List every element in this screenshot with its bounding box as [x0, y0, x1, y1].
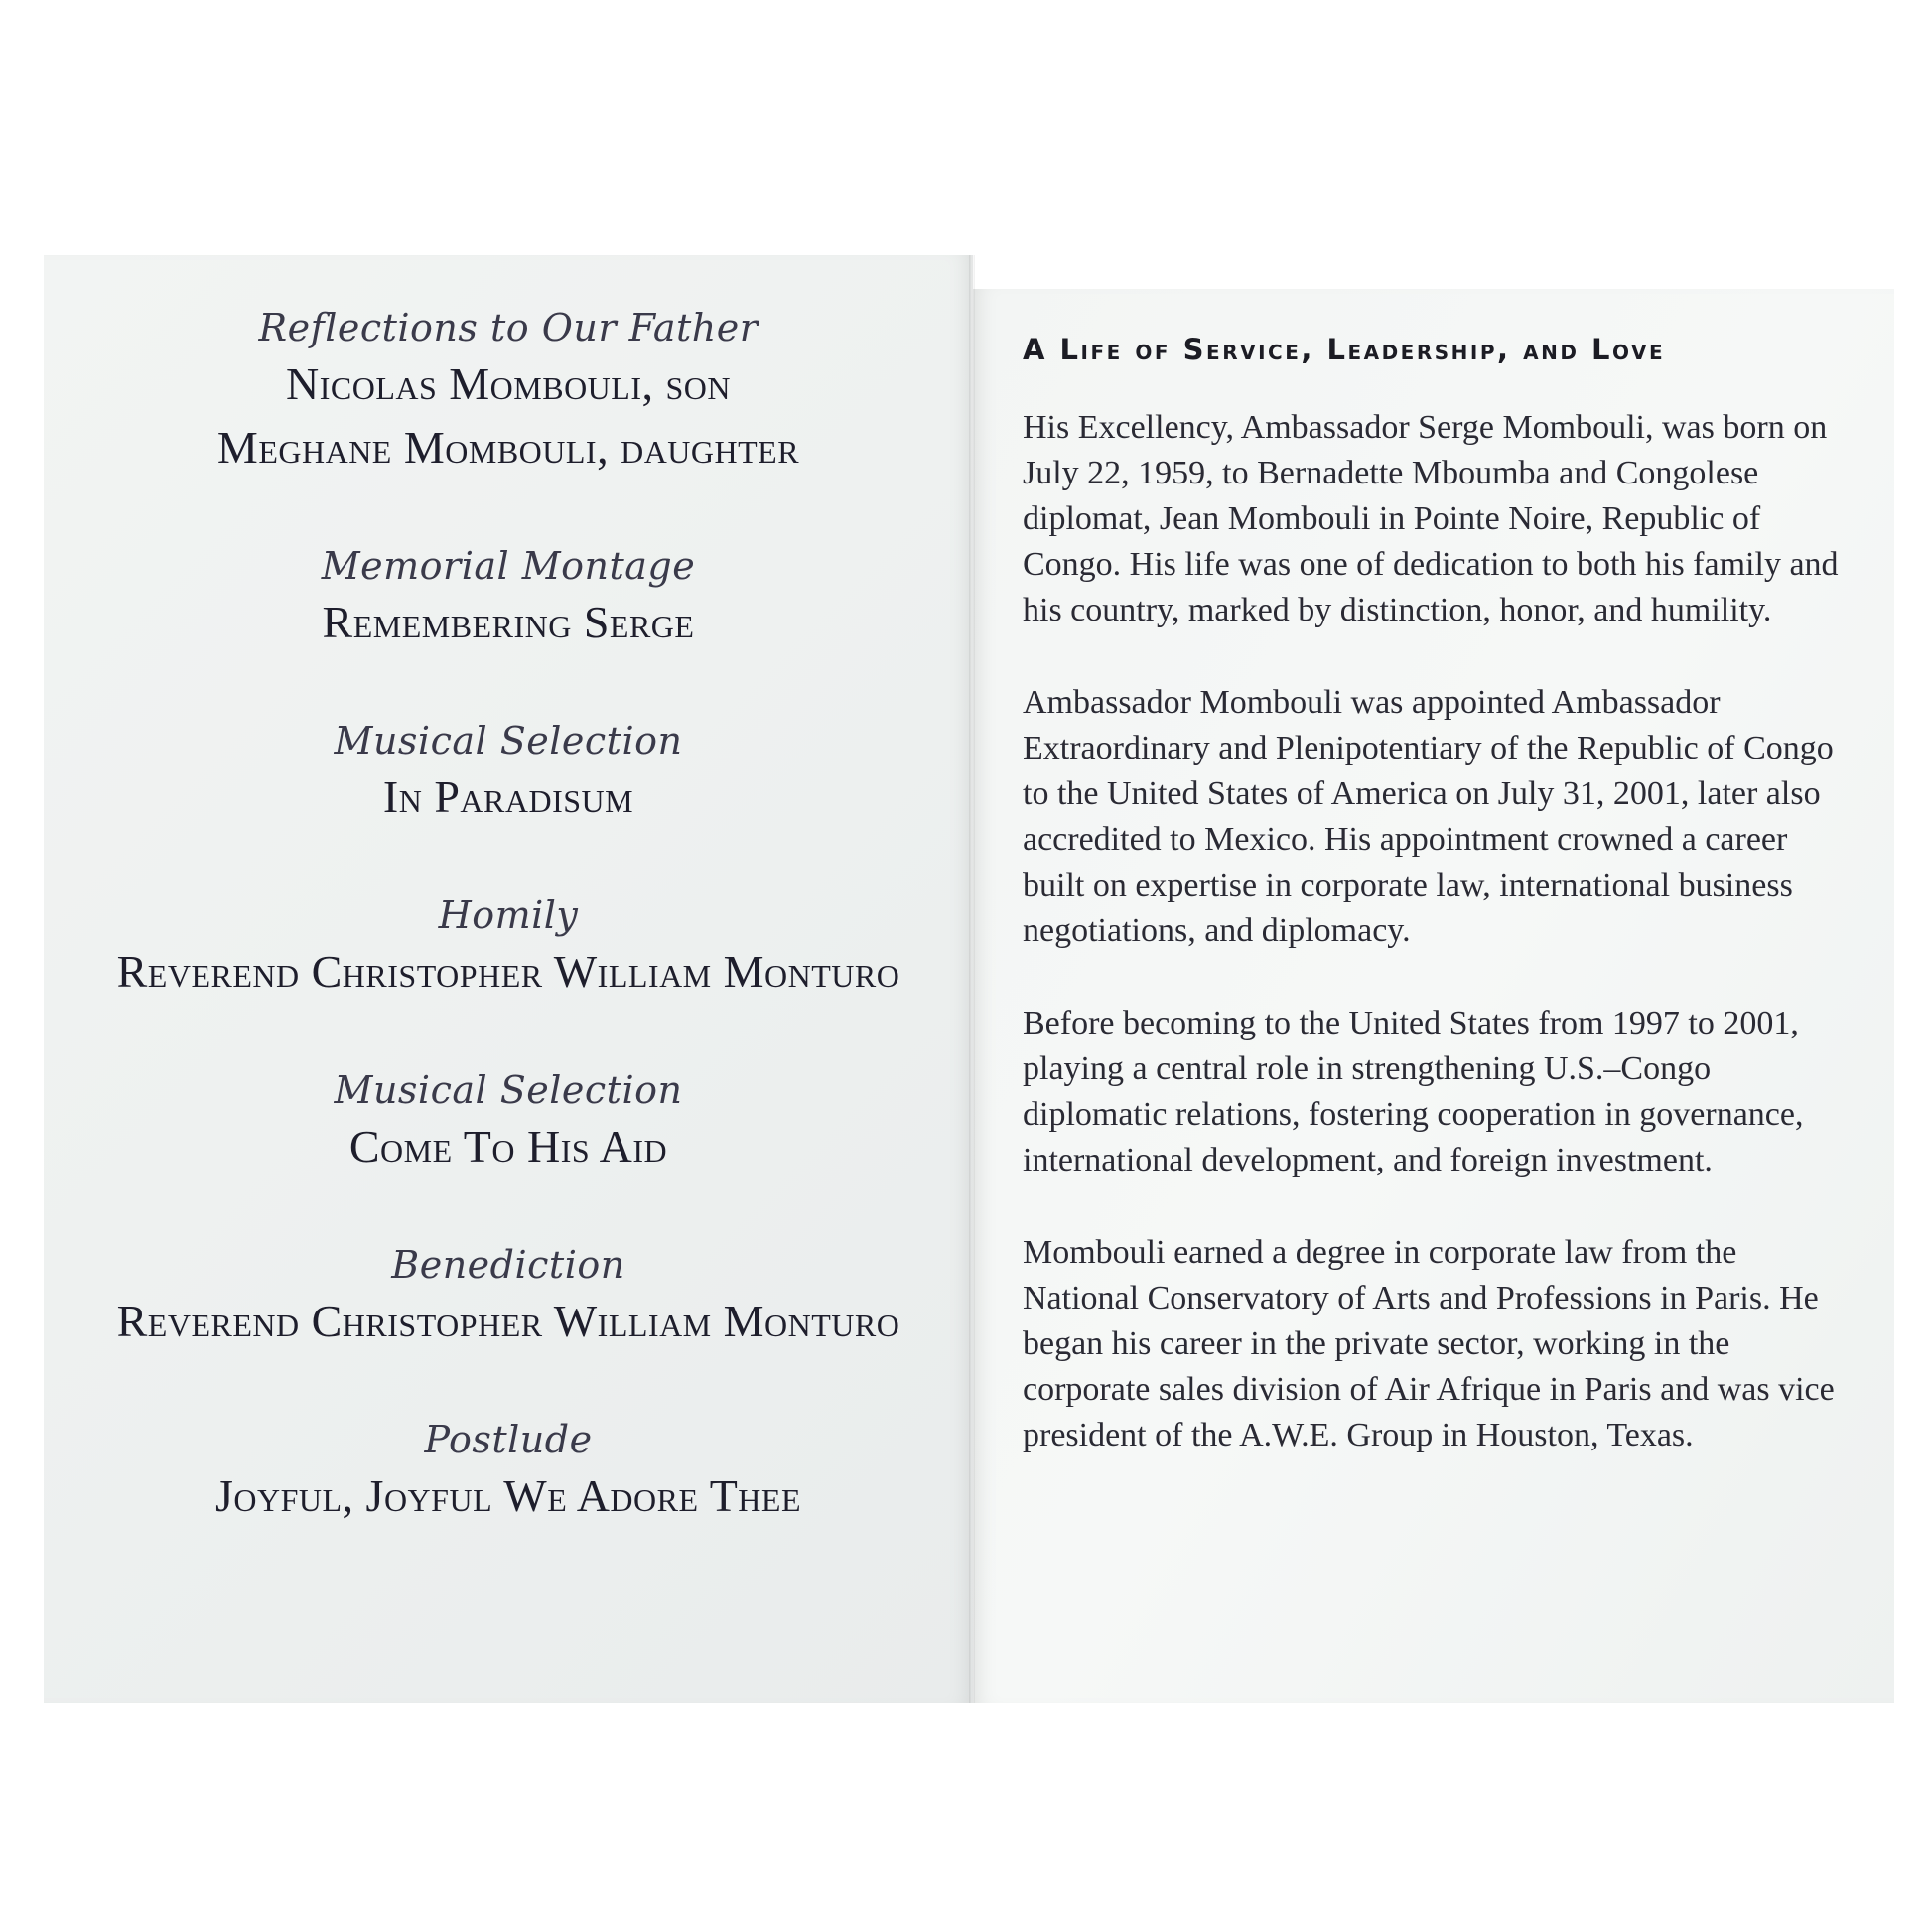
program-item-reflections — [44, 303, 973, 480]
program-item-heading: Memorial Montage — [321, 544, 696, 588]
program-item-musical-selection — [44, 716, 973, 829]
program-item-heading: Postlude — [424, 1418, 593, 1461]
program-item-title: In Paradisum — [382, 771, 634, 822]
program-item-participant: Meghane Mombouli, daughter — [216, 422, 800, 473]
program-item-participant: Reverend Christopher William Monturo — [116, 946, 900, 997]
order-of-service — [44, 303, 973, 1528]
biography-text — [1023, 405, 1855, 1458]
program-item-benediction — [44, 1240, 973, 1353]
program-item-postlude — [44, 1415, 973, 1528]
program-item-memorial-montage — [44, 541, 973, 654]
biography-paragraph: Before becoming to the United States from 1997 to 2001, playing a central role in strengthening U.S.–Congo diplomatic relations, fostering cooperation in governance, international development, and foreign investment. — [1023, 1005, 1804, 1178]
program-item-participant: Reverend Christopher William Monturo — [116, 1296, 900, 1346]
biography-paragraph: Mombouli earned a degree in corporate law from the National Conservatory of Arts and Professions in Paris. He began his career in the private sector, working in the corporate sales division of Air Afrique in Paris and was vice president of the A.W.E. Group in Houston, Texas. — [1023, 1234, 1835, 1453]
program-item-participant: Nicolas Mombouli, son — [285, 358, 732, 409]
program-item-title: Come To His Aid — [348, 1121, 668, 1172]
program-item-heading: Benediction — [391, 1243, 625, 1287]
program-item-homily — [44, 891, 973, 1004]
program-item-musical-selection — [44, 1065, 973, 1178]
program-item-heading: Homily — [438, 894, 579, 937]
biography-title: A Life of Service, Leadership, and Love — [1023, 333, 1666, 366]
program-item-heading: Musical Selection — [334, 1068, 683, 1112]
program-item-heading: Reflections to Our Father — [258, 306, 759, 349]
program-item-title: Joyful, Joyful We Adore Thee — [214, 1470, 802, 1521]
program-item-heading: Musical Selection — [334, 719, 683, 762]
biography-paragraph: His Excellency, Ambassador Serge Mombouli, was born on July 22, 1959, to Bernadette Mboumba and Congolese diplomat, Jean Mombouli in Pointe Noire, Republic of Congo. His life was one of dedication to both his family and his country, marked by distinction, honor, and humility. — [1023, 409, 1839, 628]
biography-paragraph: Ambassador Mombouli was appointed Ambassador Extraordinary and Plenipotentiary of the Republic of Congo to the United States of America on July 31, 2001, later also accredited to Mexico. His appointment crowned a career built on expertise in corporate law, international business negotiations, and diplomacy. — [1023, 684, 1834, 949]
program-item-title: Remembering Serge — [322, 597, 695, 647]
